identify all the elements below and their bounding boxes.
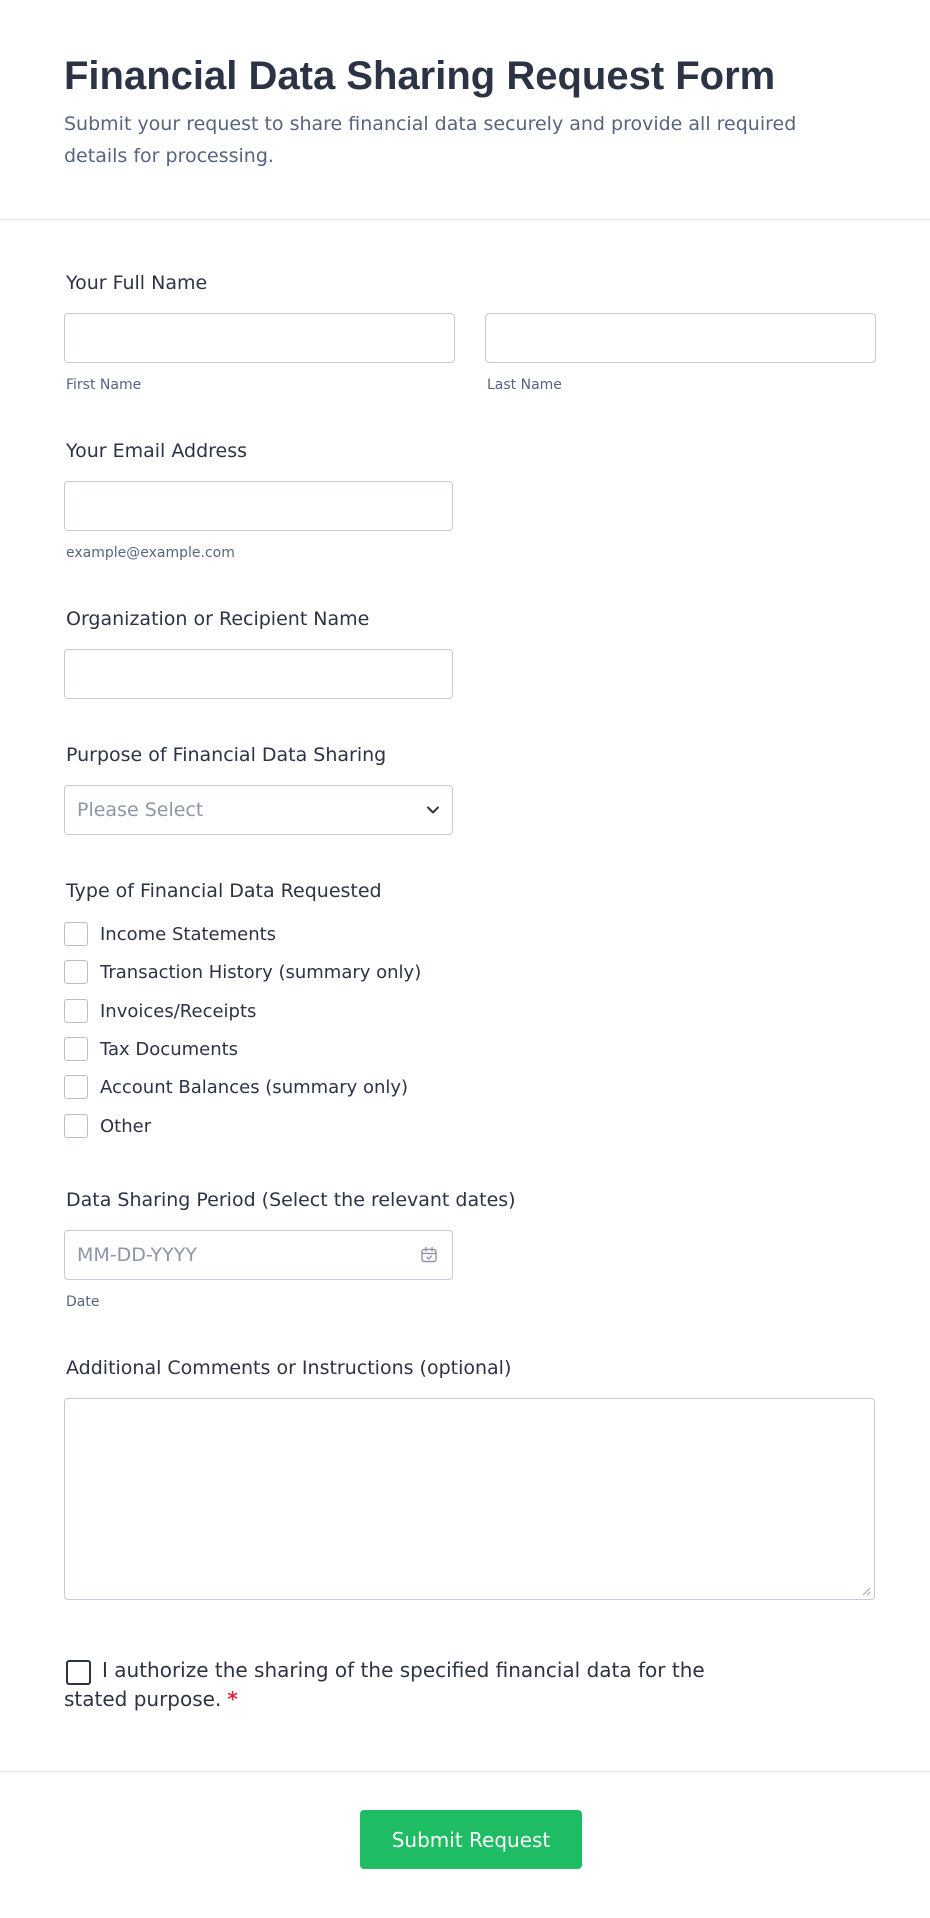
checkbox-label: Other [100, 1115, 152, 1137]
checkbox-box[interactable] [64, 1037, 88, 1061]
email-sublabel: example@example.com [66, 545, 235, 561]
page-title: Financial Data Sharing Request Form [64, 54, 776, 98]
calendar-icon[interactable] [420, 1246, 438, 1264]
submit-button[interactable]: Submit Request [360, 1810, 582, 1869]
authorization-label: I authorize the sharing of the specified financial data for the stated purpose. [64, 1658, 705, 1711]
comments-textarea[interactable] [64, 1398, 875, 1600]
checkbox-other[interactable] [64, 1113, 151, 1139]
checkbox-label: Income Statements [100, 923, 277, 945]
resize-grip-icon[interactable] [861, 1586, 871, 1596]
email-label: Your Email Address [66, 440, 248, 462]
checkbox-label: Transaction History (summary only) [100, 961, 422, 983]
organization-label: Organization or Recipient Name [66, 608, 370, 630]
full-name-label: Your Full Name [66, 272, 208, 294]
checkbox-box[interactable] [64, 922, 88, 946]
purpose-label: Purpose of Financial Data Sharing [66, 744, 387, 766]
purpose-placeholder: Please Select [77, 799, 204, 821]
checkbox-label: Invoices/Receipts [100, 1000, 257, 1022]
page-subtitle: Submit your request to share financial data securely and provide all required details for processing. [64, 113, 797, 167]
period-label: Data Sharing Period (Select the relevant dates) [66, 1189, 516, 1211]
organization-input[interactable] [64, 649, 453, 699]
checkbox-label: Tax Documents [100, 1038, 239, 1060]
date-input[interactable] [64, 1230, 453, 1280]
checkbox-account-balances[interactable] [64, 1074, 408, 1100]
comments-label: Additional Comments or Instructions (optional) [66, 1357, 512, 1379]
checkbox-box[interactable] [64, 960, 88, 984]
checkbox-income-statements[interactable] [64, 921, 276, 947]
data-types-label: Type of Financial Data Requested [66, 880, 382, 902]
first-name-sublabel: First Name [66, 377, 142, 393]
first-name-input[interactable] [64, 313, 455, 363]
authorization-text [64, 1656, 764, 1714]
checkbox-label: Account Balances (summary only) [100, 1076, 409, 1098]
checkbox-box[interactable] [64, 1075, 88, 1099]
chevron-down-icon [426, 803, 440, 817]
checkbox-box[interactable] [64, 999, 88, 1023]
checkbox-tax-documents[interactable] [64, 1036, 238, 1062]
checkbox-box[interactable] [64, 1114, 88, 1138]
purpose-select[interactable] [64, 785, 453, 835]
last-name-input[interactable] [485, 313, 876, 363]
required-mark: * [227, 1687, 238, 1711]
form-header [0, 0, 930, 220]
last-name-sublabel: Last Name [487, 377, 562, 393]
checkbox-invoices-receipts[interactable] [64, 998, 256, 1024]
date-placeholder: MM-DD-YYYY [77, 1244, 197, 1266]
date-sublabel: Date [66, 1294, 100, 1310]
checkbox-transaction-history[interactable] [64, 959, 421, 985]
email-input[interactable] [64, 481, 453, 531]
footer-divider [0, 1771, 930, 1772]
